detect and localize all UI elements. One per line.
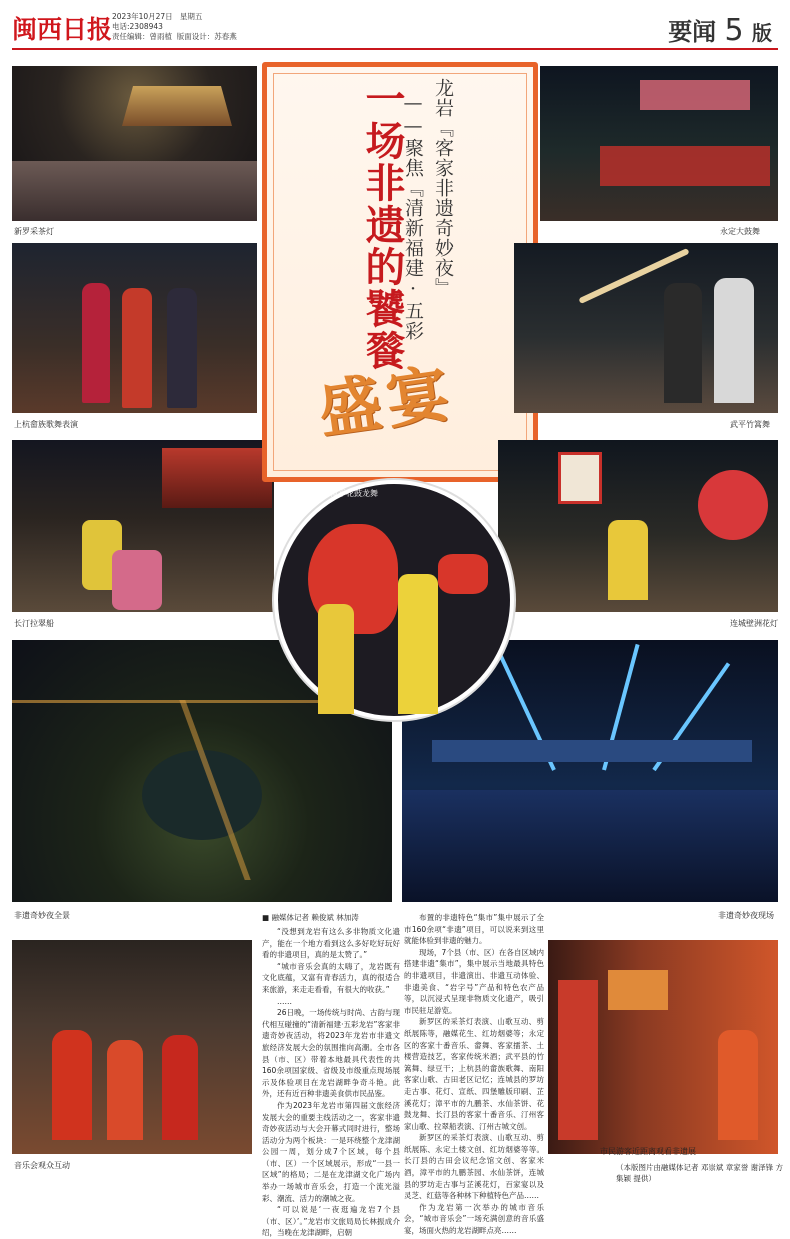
paragraph: 作为龙岩第一次举办的城市音乐会，“城市音乐会”一场充满创意的音乐盛宴，场面火热的龙岩湖畔点亮……: [404, 1202, 544, 1236]
photo-drum-dance: [540, 66, 778, 221]
photo-concert-audience: [12, 940, 252, 1154]
photo-lantern-parade: [498, 440, 778, 612]
page-number: 5: [724, 13, 744, 48]
article-byline: ■ 融媒体记者 赖俊斌 林加涛: [262, 913, 359, 922]
paragraph: “可以说是‘一夜逛遍龙岩7个县（市、区）’。”龙岩市文旅局局长林振成介绍，当晚在龙津湖畔，启朝: [262, 1205, 400, 1238]
contact-phone: 电话:2308943: [112, 22, 163, 31]
photo-she-dance: [12, 243, 257, 413]
article-column-1: [262, 926, 400, 1238]
section-label: [668, 12, 772, 48]
paragraph: 26日晚，一场传统与时尚、古韵与现代相互碰撞的“清新福建·五彩龙岩”客家非遗奇妙夜活动，将2023年龙岩市非遗文旅经济发展大会的氛围推向高潮。全市各县（市、区）带着本地最具代表性的共160余项国家级、省级及市级重点现场展示及体验项目在龙岩湖畔争奇斗艳。此外，还有近百种非遗美食供市民品鉴。: [262, 1008, 400, 1099]
photo-credit: （本版图片由融媒体记者 邓崇斌 章家誉 谢泽锋 方集颖 提供）: [616, 1163, 784, 1183]
section-name: 要闻: [668, 18, 717, 46]
paragraph: “城市音乐会真的太嗨了，龙岩既有文化底蕴，又富有青春活力，真的很适合来旅游，来走走看看，有很大的收获。”: [262, 961, 400, 994]
header-rule: [12, 48, 778, 50]
subheadline-2: ——聚焦『清新福建·五彩: [402, 92, 424, 341]
caption-concert-audience: 音乐会观众互动: [14, 1161, 70, 1170]
photo-cuichuan: [12, 440, 274, 612]
photo-dragon-dance: [274, 480, 514, 720]
caption-heritage-exhibit: 市民游客近距离观看非遗展: [600, 1147, 696, 1156]
paragraph: 新罗区的采茶灯表演、山歌互动、剪纸展陈、永定土楼文创、红坊烟婆等等。长汀县的古田会议纪念馆文创、客家米酒，漳平市的九鹏茶园、水仙茶饼，连城县的罗坊走古事与芷溪花灯，百家宴以及灵芝、红菇等各种林下种植特色产品……: [404, 1133, 544, 1201]
editor-credit: 责任编辑：曾雨植: [112, 32, 172, 41]
decor-headline: 盛宴: [314, 355, 460, 448]
photo-bamboo-pole: [514, 243, 778, 413]
paragraph: 布置的非遗特色“集市”集中展示了全市160余项“非遗”项目，可以说来到这里就能体验到非遗的魅力。: [404, 913, 544, 946]
caption-night-scene: 非遗奇妙夜现场: [718, 911, 774, 920]
issue-date: 2023年10月27日: [112, 12, 173, 21]
caption-cuichuan: 长汀拉翠船: [14, 619, 54, 628]
subheadline-1: 龙岩『客家非遗奇妙夜』: [432, 78, 454, 298]
caption-dragon-dance: 漳平花鼓龙舞: [330, 489, 378, 498]
paragraph: “没想到龙岩有这么多非物质文化遗产，能在一个地方看到这么多好吃好玩好看的非遗项目，真的是太赞了。”: [262, 927, 400, 960]
caption-bamboo-pole: 武平竹篙舞: [730, 420, 770, 429]
article-column-2: [404, 912, 544, 1236]
caption-she-dance: 上杭畲族歌舞表演: [14, 420, 78, 429]
paragraph: 新罗区的采茶灯表演、山歌互动、剪纸展陈等，融媒花生、红坊烟婆等；永定区的客家十番音乐、畲舞、客家擂茶、土楼营造技艺，客家传统米酒；武平县的竹篙舞、绿豆干；上杭县的畲族歌舞、南阳客家山歌、古田老区记忆；连城县的罗坊走古事、花灯、宣纸、四堡雕版印刷、芷溪花灯；漳平市的九鹏茶、水仙茶饼、花鼓龙舞、长汀县的客家十番音乐、汀州客家山歌、拉翠船表演、汀州古城文创。: [404, 1017, 544, 1131]
photo-tea-lantern: [12, 66, 257, 221]
caption-drum-dance: 永定大鼓舞: [720, 227, 760, 236]
caption-lantern-parade: 连城壁洲花灯: [730, 619, 778, 628]
photo-heritage-exhibit: [548, 940, 778, 1154]
newspaper-logo: 闽西日报: [12, 15, 113, 44]
caption-panorama: 非遗奇妙夜全景: [14, 911, 70, 920]
paragraph: ……: [277, 996, 292, 1006]
paragraph: 作为2023年龙岩市第四届文旅经济发展大会的重要主线活动之一，客家非遗奇妙夜活动与大会开幕式同时进行，整场活动分为两个板块：一是环绕整个龙津湖公园一周，划分成7个区域，每个县（市、区）一个区域展示，形成“一县一区域”的格局；二是在龙津湖文化广场内举办一场城市音乐会，打造一个流光溢彩、潮流、活力的潮城之夜。: [262, 1100, 400, 1203]
paragraph: 现场，7个县（市、区）在各自区域内搭建非遗“集市”，集中展示当地最具特色的非遗项目，非遗演出、非遗互动体验、非遗美食、“岩字号”产品和特色农产品等，以沉浸式呈现非物质文化遗产，吸引市民驻足游览。: [404, 947, 544, 1015]
designer-credit: 版面设计：苏春燕: [176, 32, 237, 41]
issue-weekday: 星期五: [179, 12, 203, 21]
header-meta: [112, 12, 312, 42]
caption-tea-lantern: 新罗采茶灯: [14, 227, 54, 236]
page-suffix: 版: [752, 21, 772, 45]
main-headline: 一场非遗的饕餮: [359, 78, 406, 372]
